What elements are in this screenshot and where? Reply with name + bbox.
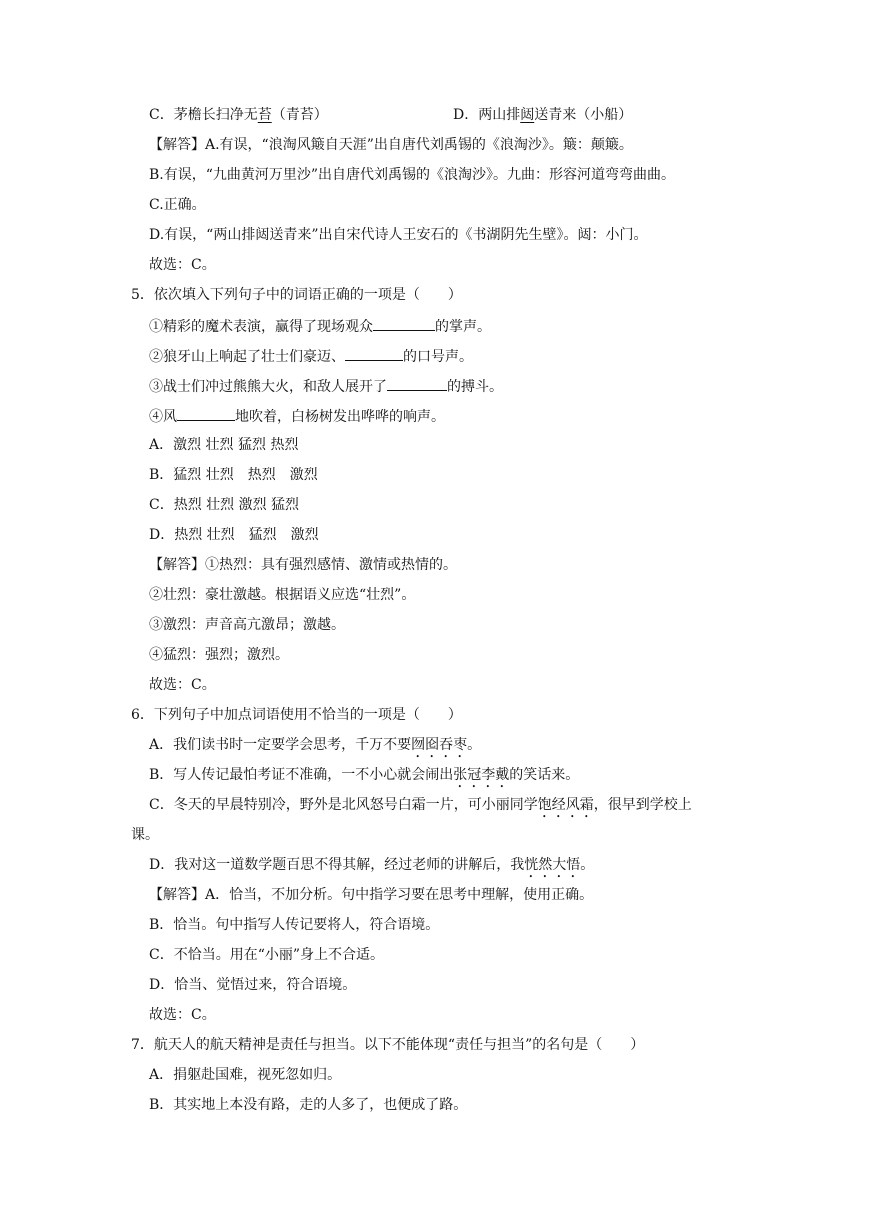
q5-stem: 5．依次填入下列句子中的词语正确的一项是（ ）	[131, 287, 462, 303]
q6-answer-d: D．恰当、觉悟过来，符合语境。	[149, 977, 357, 993]
fill-blank	[373, 315, 435, 331]
q5-sentence-4: ④风 地吹着，白杨树发出哗哗的响声。	[149, 405, 445, 425]
q5-option-d: D．热烈 壮烈 猛烈 激烈	[149, 527, 319, 543]
dotted-idiom: 张冠李戴	[453, 767, 510, 783]
q7-stem: 7．航天人的航天精神是责任与担当。以下不能体现“责任与担当”的名句是（ ）	[131, 1037, 645, 1053]
fill-blank	[387, 375, 447, 391]
q6-answer-b: B．恰当。句中指写人传记要将人，符合语境。	[149, 917, 440, 933]
q5-answer-1: 【解答】①热烈：具有强烈感情、激情或热情的。	[149, 557, 457, 573]
q6-option-c: C．冬天的早晨特别冷，野外是北风怒号白霜一片，可小丽同学饱经风霜，很早到学校上	[149, 797, 692, 813]
q6-option-b: B．写人传记最怕考证不准确，一不小心就会闹出张冠李戴的笑话来。	[149, 767, 580, 783]
q6-stem: 6．下列句子中加点词语使用不恰当的一项是（ ）	[131, 707, 462, 723]
q4-answer-d: D.有误，“两山排闼送青来”出自宋代诗人王安石的《书湖阴先生壁》。闼：小门。	[149, 227, 648, 243]
q5-choice: 故选：C。	[149, 677, 216, 693]
q5-answer-3: ③激烈：声音高亢激昂；激越。	[149, 617, 345, 633]
q6-answer-c: C．不恰当。用在“小丽”身上不合适。	[149, 947, 385, 963]
q5-sentence-1: ①精彩的魔术表演，赢得了现场观众 的掌声。	[149, 315, 491, 335]
q6-option-d: D．我对这一道数学题百思不得其解，经过老师的讲解后，我恍然大悟。	[149, 857, 595, 873]
q7-option-b: B．其实地上本没有路，走的人多了，也便成了路。	[149, 1097, 468, 1113]
q6-option-c-continued: 课。	[131, 827, 159, 843]
q4-answer-b: B.有误，“九曲黄河万里沙”出自唐代刘禹锡的《浪淘沙》。九曲：形容河道弯弯曲曲。	[149, 167, 676, 183]
q5-option-b: B．猛烈 壮烈 热烈 激烈	[149, 467, 318, 483]
q4-answer-c: C.正确。	[149, 197, 206, 213]
q5-option-a: A．激烈 壮烈 猛烈 热烈	[149, 437, 299, 453]
fill-blank	[177, 405, 235, 421]
dotted-idiom: 囫囵吞枣	[411, 737, 468, 753]
q5-answer-4: ④猛烈：强烈；激烈。	[149, 647, 289, 663]
q5-answer-2: ②壮烈：豪壮激越。根据语义应选“壮烈”。	[149, 587, 416, 603]
q6-answer-a: 【解答】A．恰当，不加分析。句中指学习要在思考中理解，使用正确。	[149, 887, 594, 903]
q6-option-a: A．我们读书时一定要学会思考，千万不要囫囵吞枣。	[149, 737, 482, 753]
q4-options-cd	[149, 105, 789, 125]
dotted-idiom: 恍然大悟	[524, 857, 581, 873]
q5-sentence-3: ③战士们冲过熊熊大火，和敌人展开了 的搏斗。	[149, 375, 503, 395]
q4-option-c: C．茅檐长扫净无苔（青苔）	[149, 107, 328, 123]
q4-answer-a: 【解答】A.有误，“浪淘风簸自天涯”出自唐代刘禹锡的《浪淘沙》。簸：颠簸。	[149, 137, 633, 153]
q7-option-a: A．捐躯赴国难，视死忽如归。	[149, 1067, 342, 1083]
q4-option-d: D．两山排闼送青来（小船）	[453, 107, 633, 123]
fill-blank	[345, 345, 403, 361]
q6-choice: 故选：C。	[149, 1007, 216, 1023]
q4-choice: 故选：C。	[149, 257, 216, 273]
dotted-idiom: 饱经风霜	[537, 797, 594, 813]
q5-option-c: C．热烈 壮烈 激烈 猛烈	[149, 497, 300, 513]
q5-sentence-2: ②狼牙山上响起了壮士们豪迈、 的口号声。	[149, 345, 473, 365]
